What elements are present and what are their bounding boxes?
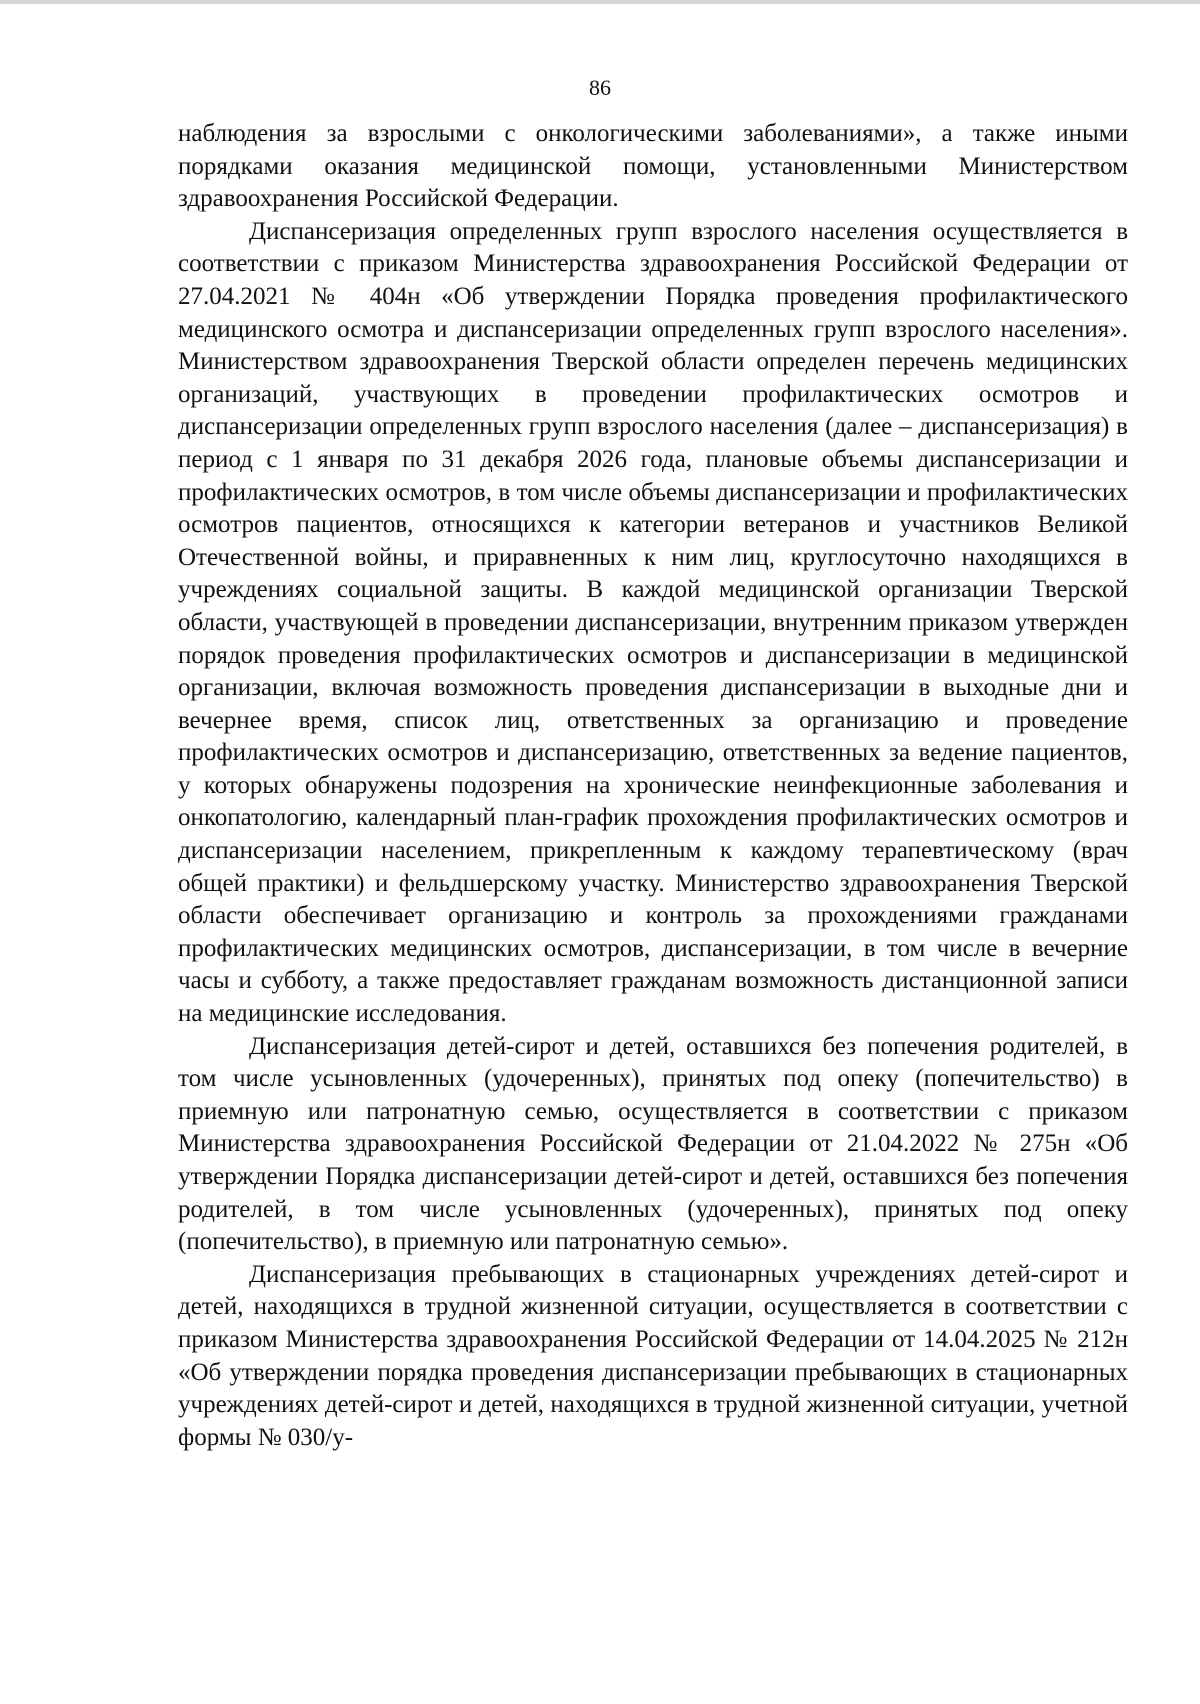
- paragraph-inpatient-orphans-dispensarization: Диспансеризация пребывающих в стационарных учреждениях детей-сирот и детей, находящихся в трудной жизненной ситуации, осуществляется в соответствии с приказом Министерства здравоохранения Российской Федерации от 14.04.2025 № 212н «Об утверждении порядка проведения диспансеризации пребывающих в стационарных учреждениях детей-сирот и детей, находящихся в трудной жизненной ситуации, учетной формы № 030/у-: [178, 1260, 1128, 1451]
- paragraph-continuation: наблюдения за взрослыми с онкологическими заболеваниями», а также иными порядками оказания медицинской помощи, установленными Министерством здравоохранения Российской Федерации.: [178, 120, 1128, 213]
- paragraph-orphans-dispensarization: Диспансеризация детей-сирот и детей, оставшихся без попечения родителей, в том числе усыновленных (удочеренных), принятых под опеку (попечительство) в приемную или патронатную семью, осуществляется в соответствии с приказом Министерства здравоохранения Российской Федерации от 21.04.2022 № 275н «Об утверждении Порядка диспансеризации детей-сирот и детей, оставшихся без попечения родителей, в том числе усыновленных (удочеренных), принятых под опеку (попечительство), в приемную или патронатную семью».: [178, 1032, 1128, 1256]
- paragraph-adult-dispensarization: Диспансеризация определенных групп взрослого населения осуществляется в соответствии с приказом Министерства здравоохранения Российской Федерации от 27.04.2021 № 404н «Об утверждении Порядка проведения профилактического медицинского осмотра и диспансеризации определенных групп взрослого населения». Министерством здравоохранения Тверской области определен перечень медицинских организаций, участвующих в проведении профилактических осмотров и диспансеризации определенных групп взрослого населения (далее – диспансеризация) в период с 1 января по 31 декабря 2026 года, плановые объемы диспансеризации и профилактических осмотров, в том числе объемы диспансеризации и профилактических осмотров пациентов, относящихся к категории ветеранов и участников Великой Отечественной войны, и приравненных к ним лиц, круглосуточно находящихся в учреждениях социальной защиты. В каждой медицинской организации Тверской области, участвующей в проведении диспансеризации, внутренним приказом утвержден порядок проведения профилактических осмотров и диспансеризации в медицинской организации, включая возможность проведения диспансеризации в выходные дни и вечернее время, список лиц, ответственных за организацию и проведение профилактических осмотров и диспансеризацию, ответственных за ведение пациентов, у которых обнаружены подозрения на хронические неинфекционные заболевания и онкопатологию, календарный план-график прохождения профилактических осмотров и диспансеризации населением, прикрепленным к каждому терапевтическому (врач общей практики) и фельдшерскому участку. Министерство здравоохранения Тверской области обеспечивает организацию и контроль за прохождениями гражданами профилактических медицинских осмотров, диспансеризации, в том числе в вечерние часы и субботу, а также предоставляет гражданам возможность дистанционной записи на медицинские исследования.: [178, 217, 1128, 1028]
- page-number: 86: [589, 75, 611, 100]
- document-body: [178, 118, 1128, 1454]
- scan-top-edge: [0, 0, 1200, 4]
